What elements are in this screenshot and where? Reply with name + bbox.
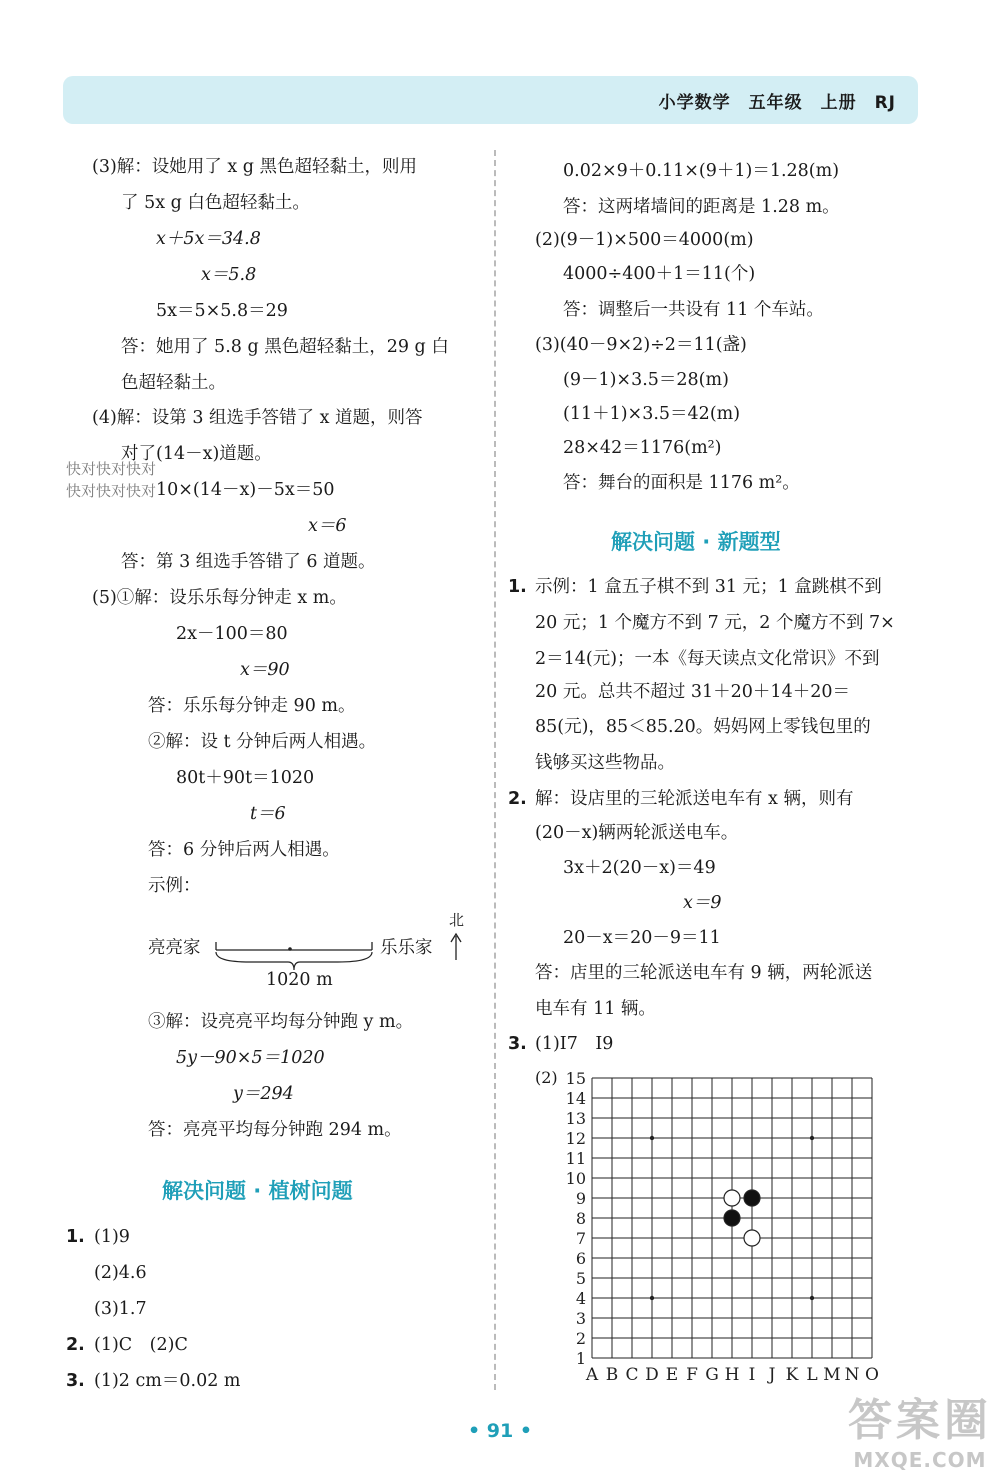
p5-q3: ③解：设亮亮平均每分钟跑 y m。 bbox=[148, 1012, 414, 1032]
watermark-logo bbox=[848, 1384, 992, 1472]
p5-q1-eq2: x＝90 bbox=[240, 660, 290, 680]
board-row-label: 5 bbox=[575, 1269, 586, 1288]
board-row-label: 4 bbox=[575, 1289, 586, 1308]
page-number: • 91 • bbox=[468, 1420, 532, 1442]
answer-2: (1)C (2)C bbox=[94, 1335, 188, 1355]
answer-3: (1)2 cm＝0.02 m bbox=[94, 1371, 241, 1391]
r-q2-eq2: 4000÷400＋1＝11(个) bbox=[563, 264, 756, 284]
r-q1-line2: 20 元；1 个魔方不到 7 元，2 个魔方不到 7× bbox=[535, 613, 895, 633]
r-q3-part2-label: (2) bbox=[535, 1068, 558, 1087]
r-q2-eq2: x＝9 bbox=[683, 893, 722, 913]
r-question-number-2: 2. bbox=[508, 789, 527, 809]
p3-answer1: 答：她用了 5.8 g 黑色超轻黏土，29 g 白 bbox=[121, 337, 449, 357]
diagram-right-label: 乐乐家 bbox=[380, 938, 433, 958]
board-star-point bbox=[650, 1136, 654, 1140]
r-q2-answer: 答：调整后一共设有 11 个车站。 bbox=[563, 300, 824, 320]
p5-q1: (5)①解：设乐乐每分钟走 x m。 bbox=[92, 588, 347, 608]
board-column-label: F bbox=[686, 1365, 698, 1385]
board-column-label: A bbox=[585, 1365, 599, 1385]
board-row-label: 15 bbox=[565, 1069, 586, 1088]
r-question-number-1: 1. bbox=[508, 577, 527, 597]
board-star-point bbox=[650, 1296, 654, 1300]
r-q2-answer2: 电车有 11 辆。 bbox=[535, 999, 656, 1019]
board-row-label: 7 bbox=[575, 1229, 586, 1248]
answer-number-1: 1. bbox=[66, 1227, 85, 1247]
black-stone bbox=[744, 1190, 760, 1206]
board-row-label: 14 bbox=[565, 1089, 586, 1108]
answer-1-2: (2)4.6 bbox=[94, 1263, 147, 1283]
answer-number-2: 2. bbox=[66, 1335, 85, 1355]
p3-eq3: 5x＝5×5.8＝29 bbox=[156, 301, 288, 321]
r-question-number-3: 3. bbox=[508, 1034, 527, 1054]
distance-brace bbox=[216, 952, 372, 970]
r-q3-eq3: (11＋1)×3.5＝42(m) bbox=[563, 404, 741, 424]
r-q3-answer: 答：舞台的面积是 1176 m²。 bbox=[563, 473, 800, 493]
board-column-label: G bbox=[705, 1365, 719, 1385]
p5-q2-answer: 答：6 分钟后两人相遇。 bbox=[148, 840, 340, 860]
board-column-label: C bbox=[625, 1365, 639, 1385]
p5-q2-eq1: 80t＋90t＝1020 bbox=[176, 768, 315, 788]
watermark-text-1: 快对快对快对 bbox=[66, 460, 157, 478]
section-title-new-type: 解决问题 · 新题型 bbox=[611, 530, 781, 554]
r-q2-answer1: 答：店里的三轮派送电车有 9 辆，两轮派送 bbox=[535, 963, 873, 983]
board-column-label: D bbox=[645, 1365, 659, 1385]
p3-line1: (3)解：设她用了 x g 黑色超轻黏土，则用 bbox=[92, 157, 418, 177]
board-column-label: E bbox=[665, 1365, 679, 1385]
board-column-label: K bbox=[785, 1365, 799, 1385]
board-column-label: M bbox=[823, 1365, 841, 1385]
board-row-label: 13 bbox=[565, 1109, 586, 1128]
r-q2-eq1: 3x＋2(20－x)＝49 bbox=[563, 858, 716, 878]
p5-q2-eq2: t＝6 bbox=[250, 804, 286, 824]
p5-q3-eq2: y＝294 bbox=[233, 1084, 294, 1104]
r-q1-line1: 示例：1 盒五子棋不到 31 元；1 盒跳棋不到 bbox=[535, 577, 882, 597]
p4-answer: 答：第 3 组选手答错了 6 道题。 bbox=[121, 552, 376, 572]
board-column-label: N bbox=[844, 1365, 860, 1385]
board-row-label: 8 bbox=[575, 1209, 586, 1228]
p3-eq2: x＝5.8 bbox=[201, 265, 257, 285]
board-row-label: 6 bbox=[575, 1249, 586, 1268]
r-q1-line5: 85(元)，85＜85.20。妈妈网上零钱包里的 bbox=[535, 717, 871, 737]
meeting-point bbox=[288, 947, 292, 951]
p5-q1-answer: 答：乐乐每分钟走 90 m。 bbox=[148, 696, 356, 716]
diagram-distance-label: 1020 m bbox=[266, 970, 333, 990]
answer-1-3: (3)1.7 bbox=[94, 1299, 147, 1319]
board-column-label: O bbox=[865, 1365, 879, 1385]
r-top-eq: 0.02×9＋0.11×(9＋1)＝1.28(m) bbox=[563, 161, 840, 181]
white-stone bbox=[724, 1190, 740, 1206]
p4-line1: (4)解：设第 3 组选手答错了 x 道题，则答 bbox=[92, 408, 423, 428]
r-q3-eq4: 28×42＝1176(m²) bbox=[563, 438, 722, 458]
watermark-logo-url: MXQE.COM bbox=[853, 1448, 987, 1472]
p5-q1-eq1: 2x－100＝80 bbox=[176, 624, 288, 644]
board-column-label: B bbox=[605, 1365, 619, 1385]
page-header bbox=[63, 76, 918, 124]
r-q1-line3: 2＝14(元)；一本《每天读点文化常识》不到 bbox=[535, 649, 880, 669]
p4-eq1: 10×(14－x)－5x＝50 bbox=[156, 480, 335, 500]
north-label: 北 bbox=[449, 911, 465, 929]
board-row-label: 1 bbox=[575, 1349, 586, 1368]
p3-answer2: 色超轻黏土。 bbox=[121, 373, 226, 393]
board-row-label: 10 bbox=[565, 1169, 586, 1188]
r-q2-eq3: 20－x＝20－9＝11 bbox=[563, 928, 721, 948]
board-column-label: I bbox=[748, 1365, 756, 1385]
r-q2-line2: (20－x)辆两轮派送电车。 bbox=[535, 823, 739, 843]
p3-line2: 了 5x g 白色超轻黏土。 bbox=[121, 193, 310, 213]
board-column-label: L bbox=[806, 1365, 818, 1385]
r-q3-eq1: (3)(40－9×2)÷2＝11(盏) bbox=[535, 335, 747, 355]
board-row-label: 9 bbox=[575, 1189, 586, 1208]
r-q2-line1: 解：设店里的三轮派送电车有 x 辆，则有 bbox=[535, 789, 854, 809]
board-column-label: H bbox=[724, 1365, 740, 1385]
black-stone bbox=[724, 1210, 740, 1226]
p5-q2: ②解：设 t 分钟后两人相遇。 bbox=[148, 732, 377, 752]
r-q3-eq2: (9－1)×3.5＝28(m) bbox=[563, 370, 729, 390]
board-star-point bbox=[810, 1296, 814, 1300]
r-q1-line6: 钱够买这些物品。 bbox=[535, 753, 675, 773]
board-row-label: 3 bbox=[575, 1309, 586, 1328]
diagram-left-label: 亮亮家 bbox=[148, 938, 201, 958]
board-row-label: 2 bbox=[575, 1329, 586, 1348]
p4-line2: 对了(14－x)道题。 bbox=[121, 444, 272, 464]
p3-eq1: x＋5x＝34.8 bbox=[156, 229, 261, 249]
watermark-text-2: 快对快对快对 bbox=[66, 482, 157, 500]
answer-number-3: 3. bbox=[66, 1371, 85, 1391]
go-board bbox=[560, 1066, 900, 1390]
header-title: 小学数学 五年级 上册 RJ bbox=[658, 93, 896, 113]
r-q3-line1: (1)I7 I9 bbox=[535, 1034, 614, 1054]
p5-q3-eq1: 5y－90×5＝1020 bbox=[176, 1048, 325, 1068]
section-title-tree-planting: 解决问题 · 植树问题 bbox=[162, 1179, 353, 1203]
p5-q3-answer: 答：亮亮平均每分钟跑 294 m。 bbox=[148, 1120, 402, 1140]
board-column-label: J bbox=[768, 1365, 776, 1385]
board-row-label: 12 bbox=[565, 1129, 586, 1148]
r-q2-eq1: (2)(9－1)×500＝4000(m) bbox=[535, 230, 754, 250]
board-star-point bbox=[810, 1136, 814, 1140]
watermark-logo-text: 答案圈 bbox=[848, 1395, 992, 1446]
r-q1-line4: 20 元。总共不超过 31＋20＋14＋20＝ bbox=[535, 682, 850, 702]
p4-eq2: x＝6 bbox=[308, 516, 347, 536]
white-stone bbox=[744, 1230, 760, 1246]
distance-diagram bbox=[210, 932, 480, 974]
board-row-label: 11 bbox=[565, 1149, 586, 1168]
answer-1-1: (1)9 bbox=[94, 1227, 130, 1247]
r-top-answer: 答：这两堵墙间的距离是 1.28 m。 bbox=[563, 197, 840, 217]
column-divider bbox=[494, 150, 496, 1390]
p5-example-label: 示例： bbox=[148, 876, 201, 896]
